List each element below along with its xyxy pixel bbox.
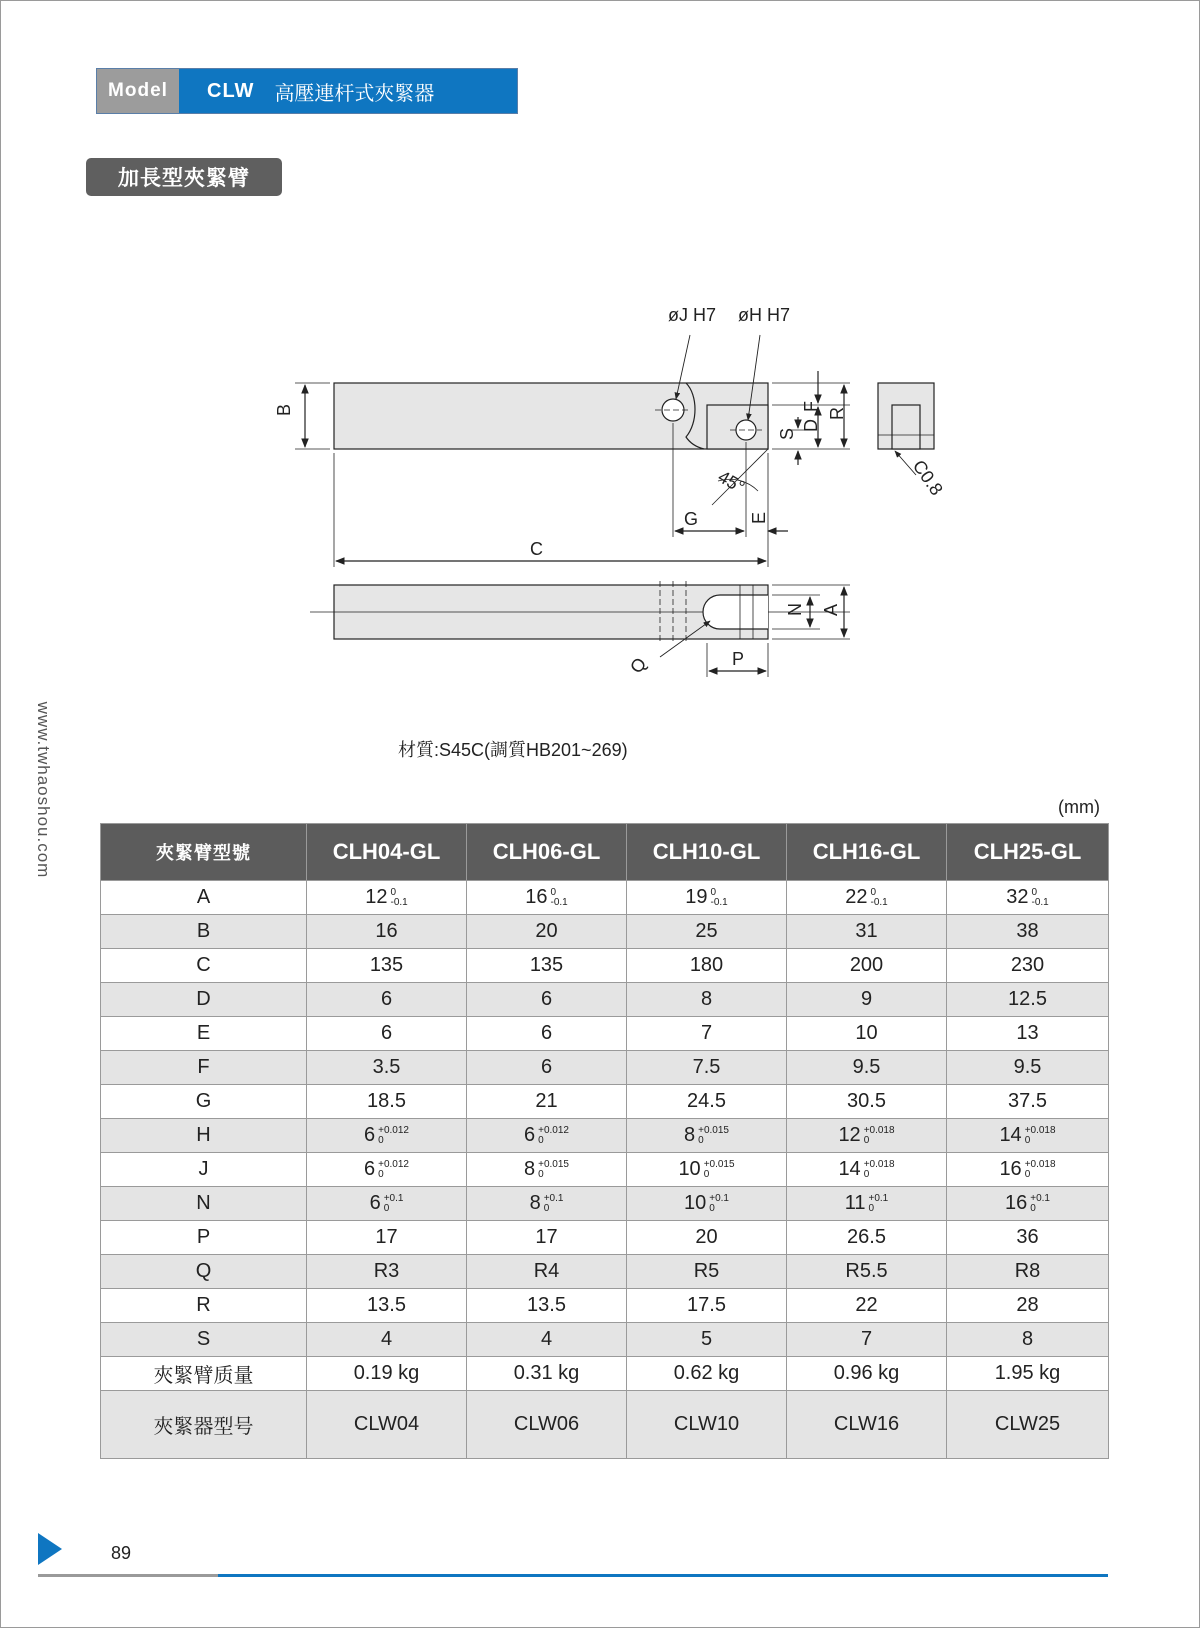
- row-label: J: [101, 1153, 307, 1187]
- table-cell: [787, 1017, 947, 1051]
- table-header-row: [101, 824, 1109, 881]
- cell-value: CLW25: [994, 1413, 1061, 1435]
- tolerance-upper: +0.012: [378, 1124, 409, 1136]
- table-cell: [307, 881, 467, 915]
- row-label: D: [101, 983, 307, 1017]
- tolerance-lower: 0: [1024, 1134, 1031, 1146]
- label-angle: 45°: [714, 466, 749, 498]
- tolerance-lower: 0: [383, 1202, 390, 1214]
- row-label: C: [101, 949, 307, 983]
- cell-value: CLW06: [513, 1413, 580, 1435]
- label-A: A: [821, 603, 841, 616]
- tolerance-lower: 0: [863, 1168, 870, 1180]
- table-row: [101, 1221, 1109, 1255]
- tolerance-upper: +0.1: [709, 1192, 729, 1204]
- table-cell: [787, 1221, 947, 1255]
- table-cell: [467, 1391, 627, 1459]
- table-cell: [467, 1357, 627, 1391]
- row-label: F: [101, 1051, 307, 1085]
- table-cell: [787, 1357, 947, 1391]
- spec-table-body: [101, 881, 1109, 1459]
- cell-value: 28: [1016, 1294, 1039, 1316]
- table-cell: [947, 1153, 1109, 1187]
- cell-value: 18.5: [367, 1090, 406, 1112]
- tolerance-lower: 0: [698, 1134, 704, 1146]
- cell-value: 0.19 kg: [353, 1362, 420, 1384]
- row-label: S: [101, 1323, 307, 1357]
- label-E: E: [749, 511, 769, 524]
- cell-value: 36: [1016, 1226, 1039, 1248]
- table-row: [101, 1051, 1109, 1085]
- cell-value: 0.31 kg: [513, 1362, 580, 1384]
- cell-value: 200: [849, 954, 884, 976]
- table-cell: [787, 1187, 947, 1221]
- tolerance: [1025, 1126, 1056, 1146]
- table-cell: [787, 881, 947, 915]
- tolerance-lower: 0: [378, 1168, 384, 1180]
- row-label: N: [101, 1187, 307, 1221]
- cell-value: 19: [685, 886, 708, 908]
- table-cell: [787, 1391, 947, 1459]
- model-label: Model: [97, 69, 179, 113]
- table-cell: [947, 1187, 1109, 1221]
- tolerance-upper: 0: [390, 886, 397, 898]
- cell-value: 14: [838, 1158, 861, 1180]
- cell-value: 135: [369, 954, 404, 976]
- row-label: E: [101, 1017, 307, 1051]
- tolerance-lower: 0: [1030, 1202, 1036, 1214]
- tolerance: [391, 888, 408, 908]
- tolerance-lower: 0: [868, 1202, 875, 1214]
- cell-value: 6: [540, 1056, 553, 1078]
- cell-value: 8: [1021, 1328, 1034, 1350]
- unit-label: (mm): [1058, 797, 1100, 817]
- footer-divider-blue: [218, 1574, 1108, 1577]
- table-cell: [627, 1289, 787, 1323]
- table-cell: [627, 1085, 787, 1119]
- table-row: [101, 983, 1109, 1017]
- label-N: N: [785, 603, 805, 616]
- table-cell: [787, 949, 947, 983]
- table-cell: [627, 1255, 787, 1289]
- tolerance: [1032, 888, 1049, 908]
- table-cell: [467, 1323, 627, 1357]
- cell-value: 9.5: [852, 1056, 881, 1078]
- label-F: F: [801, 401, 821, 412]
- table-cell: [307, 915, 467, 949]
- table-cell: [787, 983, 947, 1017]
- material-note: 材質:S45C(調質HB201~269): [398, 740, 628, 760]
- table-cell: [947, 983, 1109, 1017]
- table-cell: [947, 1289, 1109, 1323]
- table-cell: [947, 1323, 1109, 1357]
- tolerance: [378, 1160, 409, 1180]
- table-cell: [307, 1289, 467, 1323]
- tolerance-upper: +0.018: [1024, 1124, 1056, 1136]
- table-cell: [787, 1153, 947, 1187]
- table-cell: [947, 881, 1109, 915]
- row-label: Q: [101, 1255, 307, 1289]
- cell-value: 26.5: [847, 1226, 886, 1248]
- tolerance-upper: +0.1: [1030, 1192, 1050, 1204]
- cell-value: 14: [999, 1124, 1022, 1146]
- tolerance: [384, 1194, 404, 1214]
- tolerance: [1030, 1194, 1050, 1214]
- spec-table: [100, 823, 1109, 1459]
- table-row: [101, 1017, 1109, 1051]
- table-cell: [467, 1017, 627, 1051]
- tolerance-upper: +0.018: [1024, 1158, 1056, 1170]
- table-cell: [307, 1153, 467, 1187]
- tolerance: [869, 1194, 889, 1214]
- table-row: [101, 1255, 1109, 1289]
- table-cell: [787, 1255, 947, 1289]
- row-label: B: [101, 915, 307, 949]
- page-number: 89: [111, 1543, 132, 1563]
- header-model: CLH04-GL: [307, 824, 467, 881]
- cell-value: 7: [860, 1328, 873, 1350]
- play-arrow-icon: [38, 1533, 62, 1565]
- tolerance-upper: +0.1: [383, 1192, 404, 1204]
- cell-value: 12: [838, 1124, 861, 1146]
- table-cell: [787, 1119, 947, 1153]
- row-label: H: [101, 1119, 307, 1153]
- tolerance-upper: +0.015: [698, 1124, 729, 1136]
- cell-value: CLW16: [833, 1413, 900, 1435]
- table-cell: [307, 1085, 467, 1119]
- table-cell: [307, 1119, 467, 1153]
- cell-value: 6: [540, 1022, 553, 1044]
- table-cell: [787, 1323, 947, 1357]
- table-cell: [467, 1119, 627, 1153]
- cell-value: 0.62 kg: [673, 1362, 740, 1384]
- table-cell: [947, 1255, 1109, 1289]
- table-cell: [947, 1085, 1109, 1119]
- table-cell: [307, 1221, 467, 1255]
- cell-value: 4: [540, 1328, 553, 1350]
- tolerance-lower: 0: [538, 1168, 544, 1180]
- cell-value: R3: [373, 1260, 400, 1282]
- footer-divider-gray: [38, 1574, 218, 1577]
- cell-value: 6: [369, 1192, 381, 1214]
- table-cell: [947, 1391, 1109, 1459]
- tolerance-upper: 0: [710, 886, 717, 898]
- row-label: A: [101, 881, 307, 915]
- tolerance-lower: 0: [378, 1134, 384, 1146]
- cell-value: 6: [540, 988, 553, 1010]
- tolerance-upper: +0.1: [868, 1192, 889, 1204]
- tolerance-lower: -0.1: [550, 896, 568, 908]
- row-label: 夾緊器型号: [101, 1391, 307, 1459]
- cell-value: 17: [375, 1226, 398, 1248]
- header-model: CLH25-GL: [947, 824, 1109, 881]
- model-header-bar: [96, 68, 518, 114]
- table-cell: [627, 1391, 787, 1459]
- table-cell: [787, 1085, 947, 1119]
- tolerance: [538, 1160, 569, 1180]
- cell-value: 38: [1016, 920, 1039, 942]
- table-cell: [627, 1221, 787, 1255]
- tolerance: [704, 1160, 735, 1180]
- tolerance-lower: 0: [709, 1202, 715, 1214]
- table-cell: [947, 915, 1109, 949]
- header-model: CLH16-GL: [787, 824, 947, 881]
- table-cell: [627, 881, 787, 915]
- table-cell: [787, 915, 947, 949]
- cell-value: 180: [689, 954, 724, 976]
- cell-value: 7: [700, 1022, 713, 1044]
- table-cell: [467, 983, 627, 1017]
- table-row: [101, 1357, 1109, 1391]
- cell-value: 8: [529, 1192, 541, 1214]
- cell-value: 6: [380, 1022, 393, 1044]
- table-row: [101, 1119, 1109, 1153]
- table-cell: [307, 1255, 467, 1289]
- label-H: øH H7: [738, 305, 791, 325]
- cell-value: 13.5: [367, 1294, 406, 1316]
- tolerance-lower: 0: [1024, 1168, 1031, 1180]
- cell-value: R5: [693, 1260, 720, 1282]
- table-cell: [467, 881, 627, 915]
- table-cell: [467, 1221, 627, 1255]
- tolerance-upper: +0.015: [538, 1158, 569, 1170]
- cell-value: 4: [380, 1328, 393, 1350]
- table-row: [101, 1323, 1109, 1357]
- cell-value: 10: [855, 1022, 878, 1044]
- tolerance: [538, 1126, 569, 1146]
- tolerance-upper: 0: [870, 886, 877, 898]
- cell-value: 31: [855, 920, 878, 942]
- tolerance-lower: -0.1: [1031, 896, 1049, 908]
- label-B: B: [274, 403, 294, 416]
- cell-value: 6: [364, 1124, 376, 1146]
- tolerance: [864, 1160, 895, 1180]
- table-row: [101, 881, 1109, 915]
- table-cell: [307, 983, 467, 1017]
- table-row: [101, 1391, 1109, 1459]
- cell-value: 12.5: [1008, 988, 1047, 1010]
- label-chamfer: C0.8: [908, 456, 947, 499]
- tolerance-upper: 0: [1031, 886, 1038, 898]
- tolerance-lower: 0: [543, 1202, 550, 1214]
- tolerance: [709, 1194, 729, 1214]
- cell-value: 8: [684, 1124, 696, 1146]
- table-cell: [947, 1357, 1109, 1391]
- table-cell: [947, 1119, 1109, 1153]
- table-cell: [467, 949, 627, 983]
- cell-value: 6: [380, 988, 393, 1010]
- cell-value: 7.5: [692, 1056, 721, 1078]
- cell-value: 1.95 kg: [994, 1362, 1061, 1384]
- table-cell: [627, 1187, 787, 1221]
- tolerance-upper: +0.012: [378, 1158, 409, 1170]
- cell-value: 32: [1006, 886, 1029, 908]
- cell-value: 22: [845, 886, 868, 908]
- cell-value: 8: [524, 1158, 536, 1180]
- cell-value: 5: [700, 1328, 713, 1350]
- side-url: [28, 680, 58, 900]
- tolerance: [378, 1126, 409, 1146]
- cell-value: 20: [535, 920, 558, 942]
- technical-drawing: [250, 305, 990, 725]
- cell-value: 10: [678, 1158, 701, 1180]
- cell-value: 24.5: [687, 1090, 726, 1112]
- model-code: CLW: [207, 79, 255, 102]
- table-row: [101, 915, 1109, 949]
- table-cell: [627, 983, 787, 1017]
- tolerance-upper: +0.018: [863, 1124, 895, 1136]
- row-label: R: [101, 1289, 307, 1323]
- table-cell: [627, 915, 787, 949]
- row-label: 夾緊臂质量: [101, 1357, 307, 1391]
- cell-value: 3.5: [372, 1056, 401, 1078]
- cell-value: CLW10: [673, 1413, 740, 1435]
- label-G: G: [684, 509, 699, 529]
- cell-value: 37.5: [1008, 1090, 1047, 1112]
- table-row: [101, 1187, 1109, 1221]
- label-S: S: [777, 427, 797, 440]
- table-cell: [467, 1187, 627, 1221]
- label-Q: Q: [626, 653, 651, 677]
- cell-value: 22: [855, 1294, 878, 1316]
- cell-value: 21: [535, 1090, 558, 1112]
- table-cell: [467, 1153, 627, 1187]
- cell-value: 10: [684, 1192, 707, 1214]
- tolerance-upper: +0.1: [543, 1192, 564, 1204]
- model-title: [179, 69, 517, 113]
- tolerance-lower: -0.1: [710, 896, 728, 908]
- cell-value: 30.5: [847, 1090, 886, 1112]
- table-cell: [307, 1187, 467, 1221]
- cell-value: 13.5: [527, 1294, 566, 1316]
- model-name: 高壓連杆式夾緊器: [274, 82, 435, 105]
- tolerance: [698, 1126, 729, 1146]
- table-cell: [467, 1085, 627, 1119]
- cell-value: 9.5: [1013, 1056, 1042, 1078]
- cell-value: 17: [535, 1226, 558, 1248]
- label-R: R: [827, 407, 847, 420]
- table-cell: [307, 1051, 467, 1085]
- table-cell: [467, 1051, 627, 1085]
- row-label: P: [101, 1221, 307, 1255]
- table-row: [101, 949, 1109, 983]
- table-cell: [627, 1119, 787, 1153]
- cell-value: 9: [860, 988, 873, 1010]
- table-cell: [627, 1153, 787, 1187]
- cell-value: 16: [375, 920, 398, 942]
- table-cell: [467, 1289, 627, 1323]
- row-label: G: [101, 1085, 307, 1119]
- tolerance-lower: 0: [538, 1134, 544, 1146]
- tolerance: [711, 888, 728, 908]
- cell-value: 20: [695, 1226, 718, 1248]
- tolerance: [544, 1194, 564, 1214]
- header-label: 夾緊臂型號: [101, 824, 307, 881]
- cell-value: 6: [364, 1158, 376, 1180]
- table-cell: [787, 1289, 947, 1323]
- table-cell: [627, 1357, 787, 1391]
- table-cell: [947, 949, 1109, 983]
- cell-value: 25: [695, 920, 718, 942]
- cell-value: 0.96 kg: [833, 1362, 900, 1384]
- table-cell: [307, 1323, 467, 1357]
- side-url-text: www.twhaoshou.com: [34, 701, 53, 879]
- table-cell: [627, 1051, 787, 1085]
- table-cell: [947, 1017, 1109, 1051]
- table-cell: [627, 1323, 787, 1357]
- tolerance-lower: 0: [703, 1168, 710, 1180]
- label-P: P: [732, 649, 745, 669]
- tolerance-upper: +0.015: [703, 1158, 735, 1170]
- table-cell: [307, 949, 467, 983]
- cell-value: 17.5: [687, 1294, 726, 1316]
- table-cell: [627, 1017, 787, 1051]
- table-cell: [467, 915, 627, 949]
- cell-value: 230: [1010, 954, 1045, 976]
- cell-value: 13: [1016, 1022, 1039, 1044]
- cell-value: R4: [533, 1260, 560, 1282]
- cell-value: 16: [999, 1158, 1022, 1180]
- tolerance-upper: 0: [550, 886, 557, 898]
- table-cell: [947, 1221, 1109, 1255]
- cell-value: 16: [1005, 1192, 1028, 1214]
- label-D: D: [801, 419, 821, 432]
- table-cell: [467, 1255, 627, 1289]
- cell-value: 135: [529, 954, 564, 976]
- tolerance-lower: 0: [863, 1134, 870, 1146]
- table-cell: [307, 1017, 467, 1051]
- tolerance: [871, 888, 888, 908]
- tolerance-lower: -0.1: [390, 896, 408, 908]
- table-cell: [787, 1051, 947, 1085]
- cell-value: 16: [525, 886, 548, 908]
- header-model: CLH06-GL: [467, 824, 627, 881]
- tolerance-lower: -0.1: [870, 896, 888, 908]
- tolerance-upper: +0.018: [863, 1158, 895, 1170]
- label-C: C: [530, 539, 543, 559]
- table-row: [101, 1153, 1109, 1187]
- tolerance-upper: +0.012: [538, 1124, 569, 1136]
- tolerance: [1025, 1160, 1056, 1180]
- section-title: 加長型夾緊臂: [86, 158, 282, 196]
- cell-value: 11: [844, 1192, 866, 1214]
- cell-value: 12: [365, 886, 388, 908]
- header-model: CLH10-GL: [627, 824, 787, 881]
- label-J: øJ H7: [668, 305, 717, 325]
- tolerance: [864, 1126, 895, 1146]
- cell-value: 8: [700, 988, 713, 1010]
- table-cell: [627, 949, 787, 983]
- table-row: [101, 1085, 1109, 1119]
- tolerance: [551, 888, 568, 908]
- cell-value: 6: [524, 1124, 536, 1146]
- cell-value: R5.5: [845, 1260, 888, 1282]
- table-cell: [947, 1051, 1109, 1085]
- table-cell: [307, 1391, 467, 1459]
- cell-value: R8: [1014, 1260, 1041, 1282]
- cell-value: CLW04: [353, 1413, 420, 1435]
- table-cell: [307, 1357, 467, 1391]
- table-row: [101, 1289, 1109, 1323]
